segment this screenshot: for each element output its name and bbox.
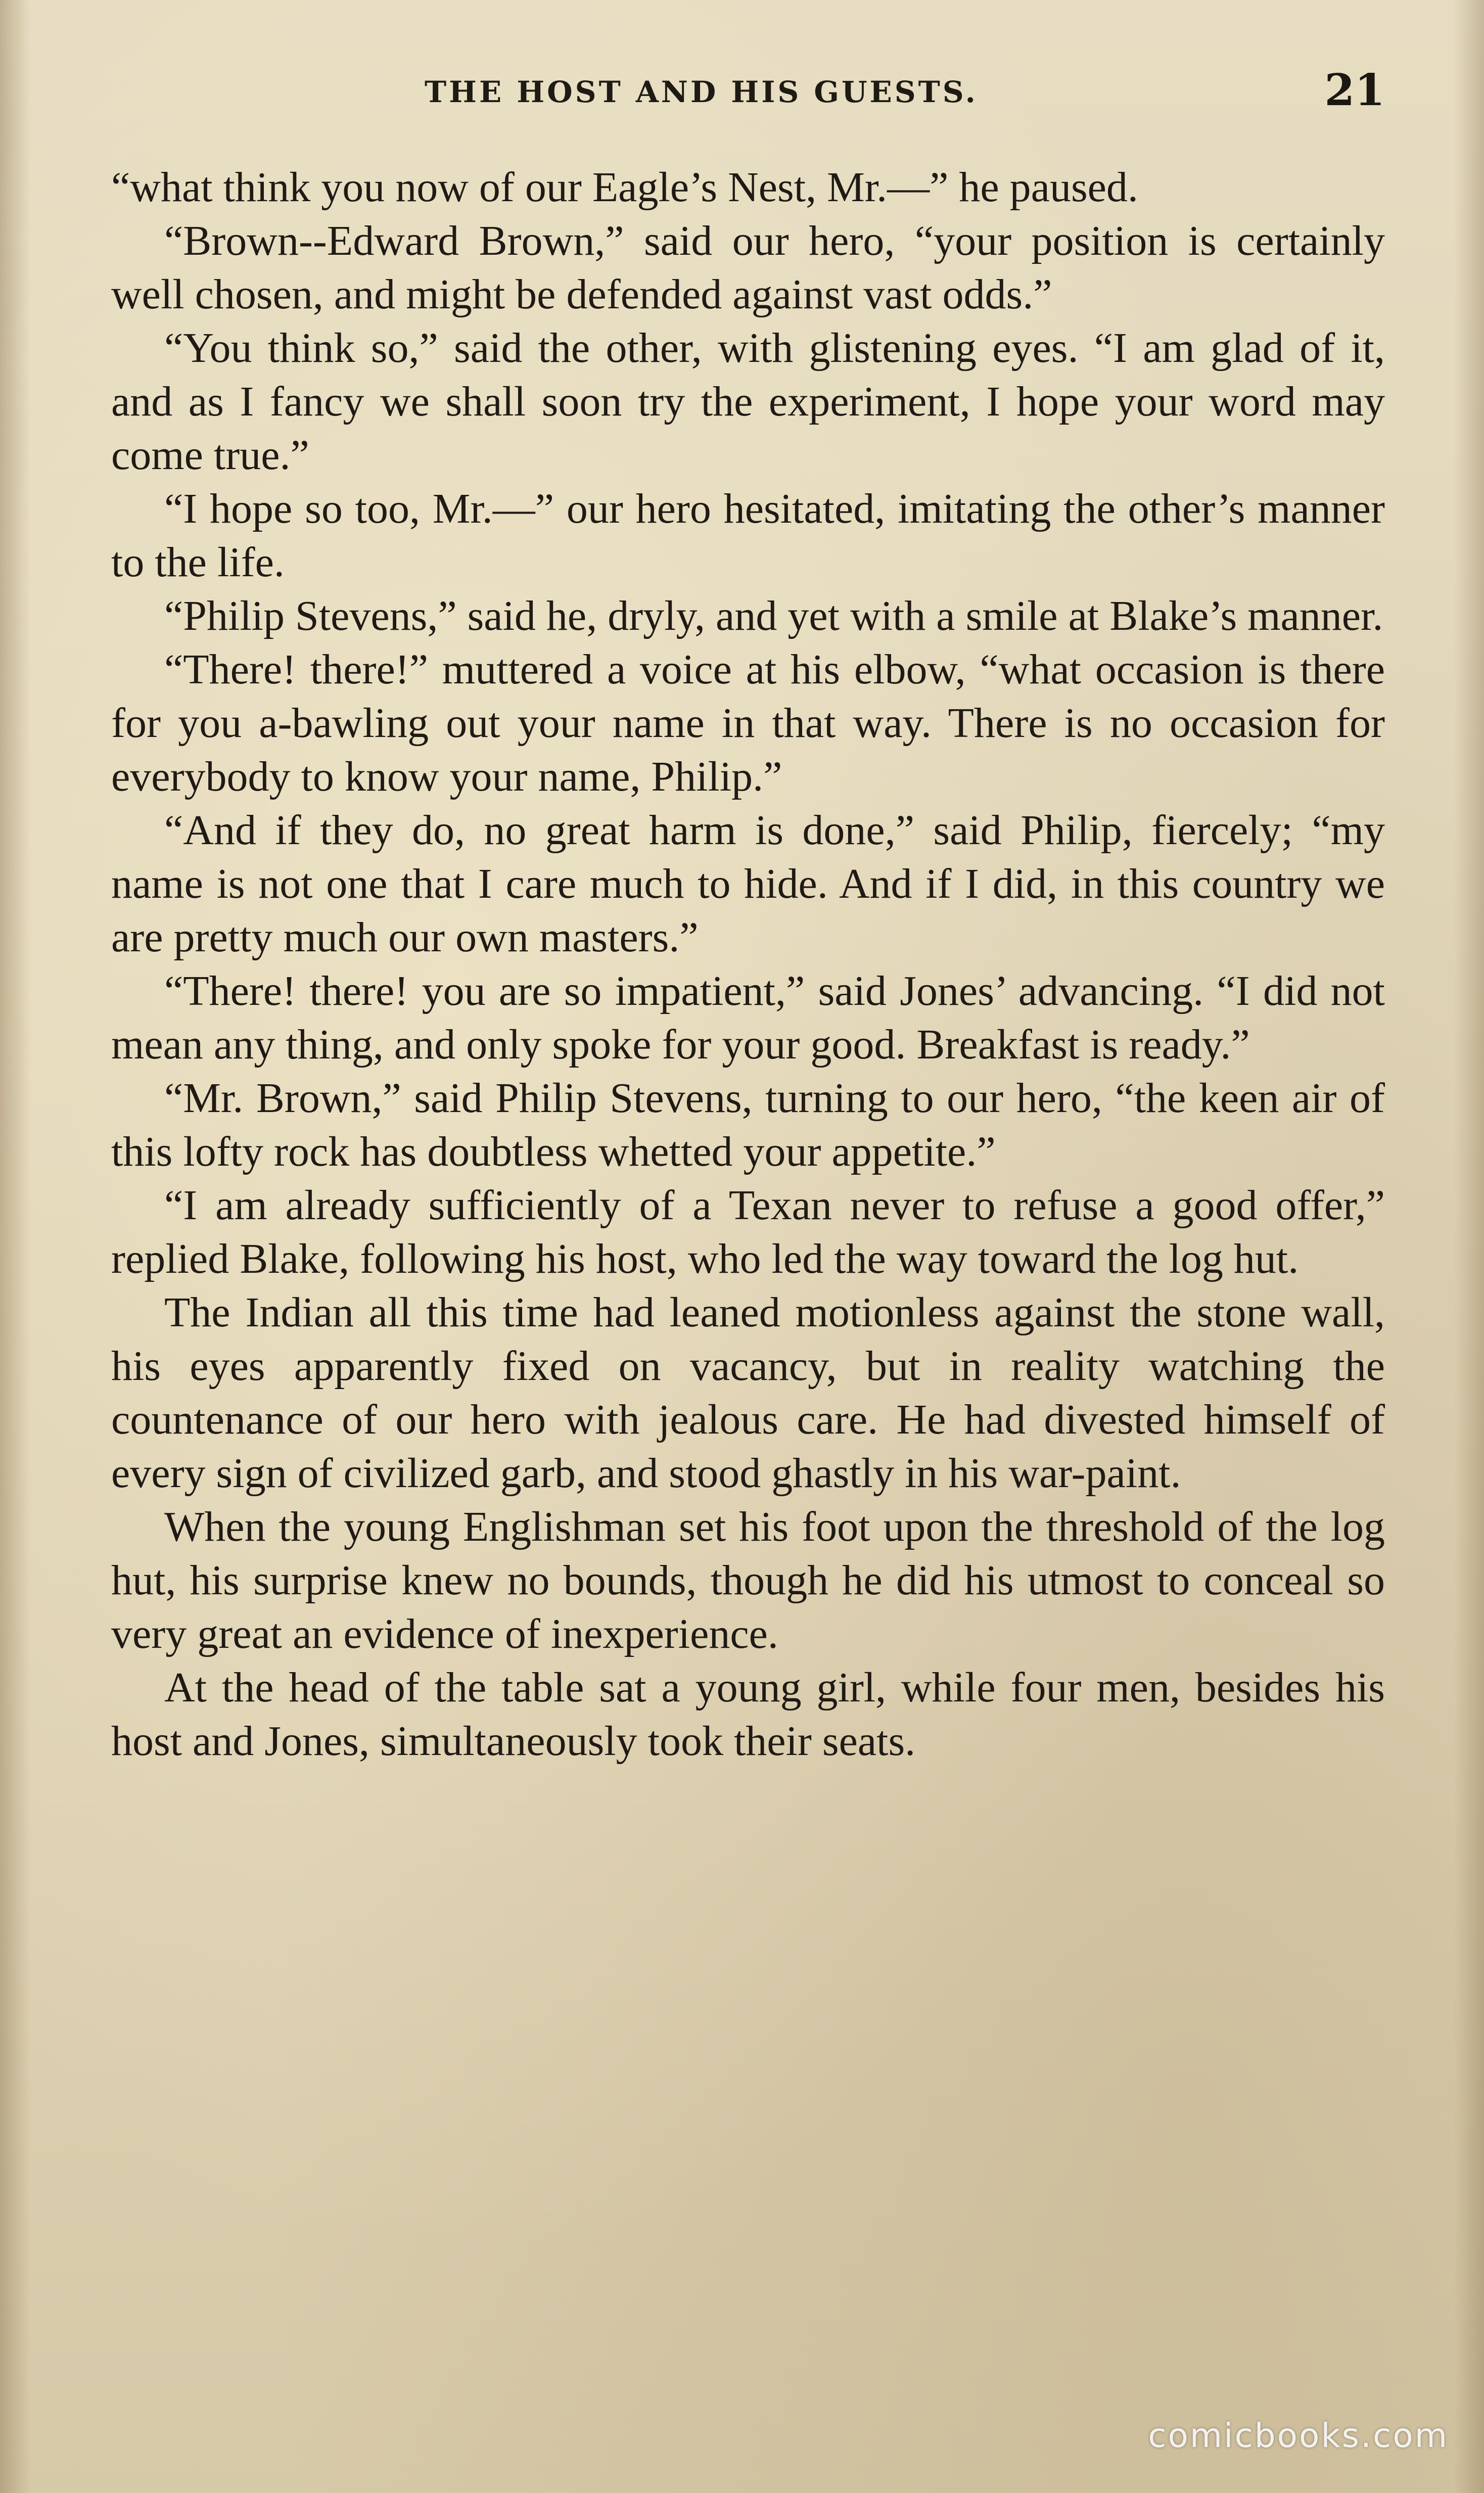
paragraph: “I am already sufficiently of a Texan never to refuse a good offer,” replied Blake, following his host, who led the way toward the log hut. bbox=[111, 1182, 1385, 1282]
paragraph: “Brown--Edward Brown,” said our hero, “your position is certainly well chosen, and might be defended against vast odds.” bbox=[111, 217, 1385, 318]
watermark: comicbooks.com bbox=[1148, 2416, 1449, 2455]
body-text bbox=[111, 161, 1385, 1768]
running-head: THE HOST AND HIS GUESTS. bbox=[425, 75, 978, 109]
paragraph: “what think you now of our Eagle’s Nest, Mr.—” he paused. bbox=[111, 164, 1138, 211]
paragraph: “I hope so too, Mr.—” our hero hesitated, imitating the other’s manner to the life. bbox=[111, 485, 1385, 586]
page-header bbox=[111, 65, 1385, 125]
paragraph: “There! there!” muttered a voice at his elbow, “what occasion is there for you a-bawling out your name in that way. There is no occasion for everybody to know your name, Philip.” bbox=[111, 646, 1385, 800]
paragraph: “And if they do, no great harm is done,” said Philip, fiercely; “my name is not one that I care much to hide. And if I did, in this country we are pretty much our own masters.” bbox=[111, 807, 1385, 961]
paragraph: “There! there! you are so impatient,” said Jones’ advancing. “I did not mean any thing, and only spoke for your good. Breakfast is ready.” bbox=[111, 967, 1385, 1068]
paragraph: “Philip Stevens,” said he, dryly, and yet with a smile at Blake’s manner. bbox=[164, 592, 1383, 639]
paragraph: The Indian all this time had leaned motionless against the stone wall, his eyes apparently fixed on vacancy, but in reality watching the countenance of our hero with jealous care. He had divested himself of every sign of civilized garb, and stood ghastly in his war-paint. bbox=[111, 1289, 1385, 1497]
page-edge-shadow-left bbox=[0, 0, 30, 2493]
page-number: 21 bbox=[1324, 65, 1385, 116]
paragraph: “You think so,” said the other, with glistening eyes. “I am glad of it, and as I fancy we shall soon try the experiment, I hope your word may come true.” bbox=[111, 325, 1385, 479]
paragraph: “Mr. Brown,” said Philip Stevens, turning to our hero, “the keen air of this lofty rock has doubtless whetted your appetite.” bbox=[111, 1075, 1385, 1175]
page-edge-shadow-right bbox=[1454, 0, 1484, 2493]
paragraph: At the head of the table sat a young girl, while four men, besides his host and Jones, simultaneously took their seats. bbox=[111, 1664, 1385, 1765]
paragraph: When the young Englishman set his foot upon the threshold of the log hut, his surprise knew no bounds, though he did his utmost to conceal so very great an evidence of inexperience. bbox=[111, 1503, 1385, 1657]
